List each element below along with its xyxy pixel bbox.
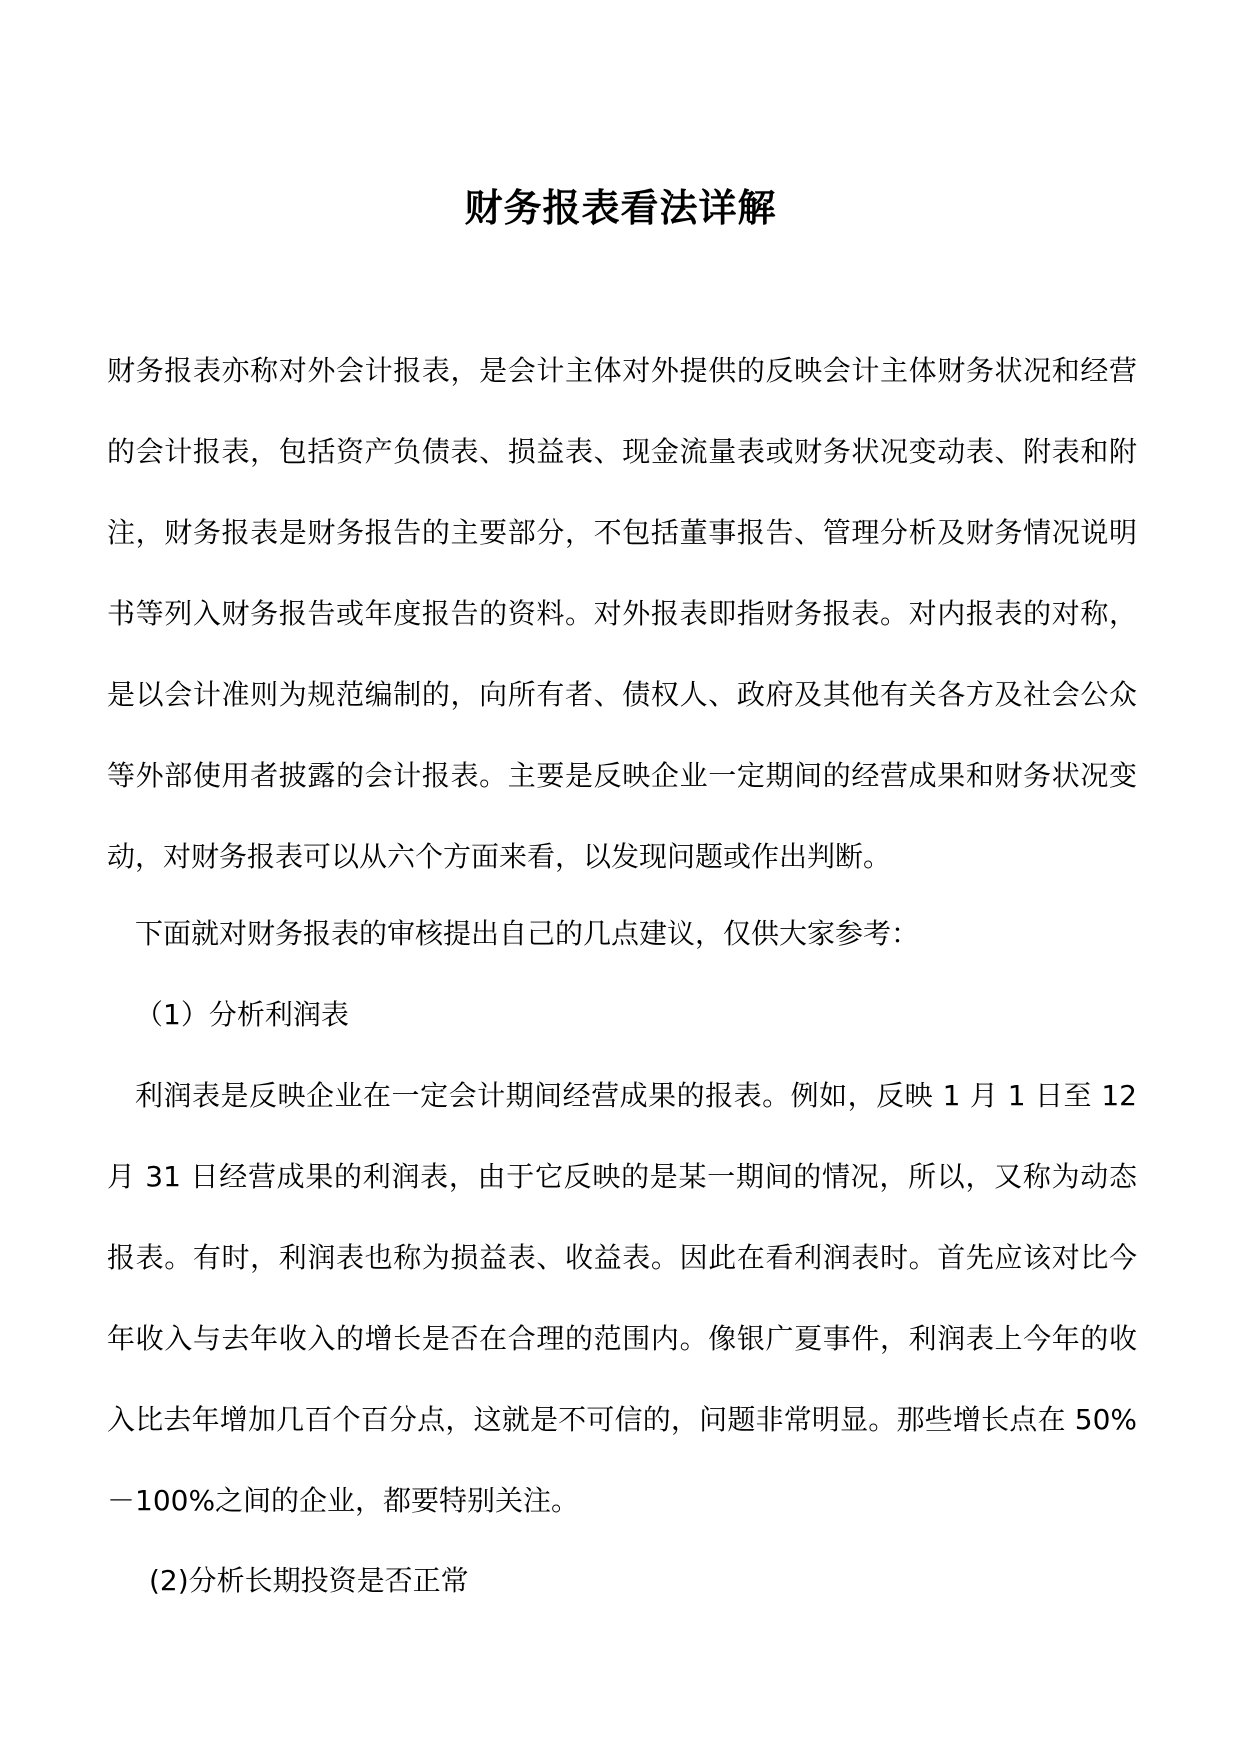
page-title: 财务报表看法详解 [464,186,777,231]
intro-paragraph: 财务报表亦称对外会计报表，是会计主体对外提供的反映会计主体财务状况和经营的会计报表，包括资产负债表、损益表、现金流量表或财务状况变动表、附表和附注，财务报表是财务报告的主要部分，不包括董事报告、管理分析及财务情况说明书等列入财务报告或年度报告的资料。对外报表即指财务报表。对内报表的对称，是以会计准则为规范编制的，向所有者、债权人、政府及其他有关各方及社会公众等外部使用者披露的会计报表。主要是反映企业一定期间的经营成果和财务状况变动，对财务报表可以从六个方面来看，以发现问题或作出判断。 [107,354,1137,873]
section-2-heading: (2)分析长期投资是否正常 [149,1564,469,1597]
section-1-body: 利润表是反映企业在一定会计期间经营成果的报表。例如，反映 1 月 1 日至 12 月 31 日经营成果的利润表，由于它反映的是某一期间的情况，所以，又称为动态报表。有时，利润表也称为损益表、收益表。因此在看利润表时。首先应该对比今年收入与去年收入的增长是否在合理的范围内。像银广夏事件，利润表上今年的收入比去年增加几百个百分点，这就是不可信的，问题非常明显。那些增长点在 50%－100%之间的企业，都要特别关注。 [107,1079,1137,1517]
section-1-heading: （1）分析利润表 [135,998,349,1031]
lead-in-paragraph: 下面就对财务报表的审核提出自己的几点建议，仅供大家参考： [135,917,920,950]
